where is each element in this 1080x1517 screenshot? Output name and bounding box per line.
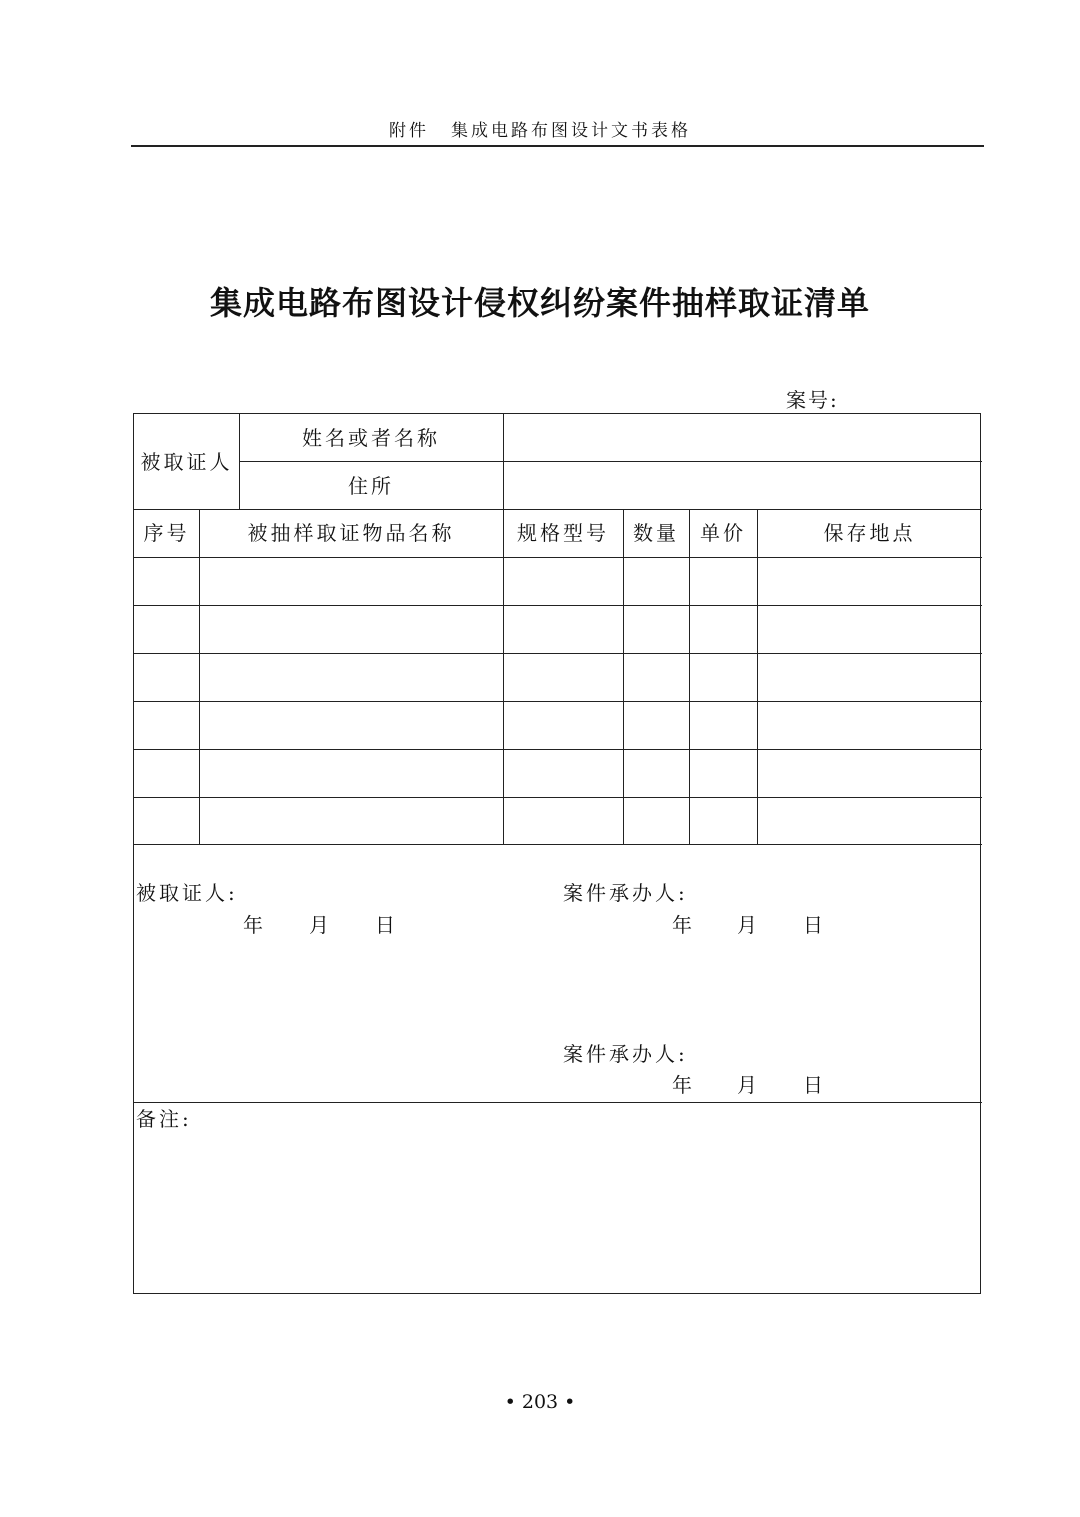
date-day: 日 — [375, 913, 398, 937]
party-label: 被取证人 — [140, 450, 233, 474]
date-month: 月 — [309, 913, 332, 937]
page-number: • 203 • — [504, 1391, 576, 1413]
column-header-specification: 规格型号 — [517, 521, 609, 545]
running-header-title: 集成电路布图设计文书表格 — [451, 121, 691, 141]
row-divider — [134, 605, 982, 606]
date-day: 日 — [803, 913, 826, 937]
case-number-label: 案号: — [786, 388, 839, 412]
page-title: 集成电路布图设计侵权纠纷案件抽样取证清单 — [209, 284, 870, 322]
column-divider — [199, 509, 200, 844]
column-header-index: 序号 — [143, 521, 190, 545]
row-divider — [134, 797, 982, 798]
row-divider — [134, 701, 982, 702]
column-divider — [503, 414, 504, 844]
date-month: 月 — [737, 913, 760, 937]
evidence-form-table — [133, 413, 981, 1294]
column-header-quantity: 数量 — [633, 521, 679, 545]
party-address-label: 住所 — [348, 474, 394, 498]
row-divider — [239, 461, 982, 462]
row-divider — [134, 653, 982, 654]
column-header-storage-location: 保存地点 — [823, 521, 916, 545]
party-signature-label: 被取证人: — [136, 881, 238, 905]
handler-signature-label: 案件承办人: — [563, 881, 688, 905]
handler-signature-label-2: 案件承办人: — [563, 1042, 688, 1066]
row-divider — [134, 509, 982, 510]
remarks-label: 备注: — [136, 1107, 192, 1131]
date-month: 月 — [737, 1073, 760, 1097]
column-header-unit-price: 单价 — [700, 521, 746, 545]
row-divider — [134, 844, 982, 845]
handler-signature-date-2 — [134, 1073, 982, 1097]
row-divider — [134, 749, 982, 750]
date-year: 年 — [672, 1073, 695, 1097]
header-rule — [131, 145, 984, 147]
column-divider — [757, 509, 758, 844]
column-divider — [689, 509, 690, 844]
date-year: 年 — [243, 913, 266, 937]
handler-signature-date — [134, 913, 982, 937]
party-name-label: 姓名或者名称 — [302, 426, 440, 450]
date-day: 日 — [803, 1073, 826, 1097]
column-divider — [623, 509, 624, 844]
running-header — [0, 116, 1080, 141]
running-header-appendix: 附件 — [389, 121, 429, 141]
date-year: 年 — [672, 913, 695, 937]
column-header-item-name: 被抽样取证物品名称 — [247, 521, 455, 545]
row-divider — [134, 557, 982, 558]
row-divider — [134, 1102, 982, 1103]
